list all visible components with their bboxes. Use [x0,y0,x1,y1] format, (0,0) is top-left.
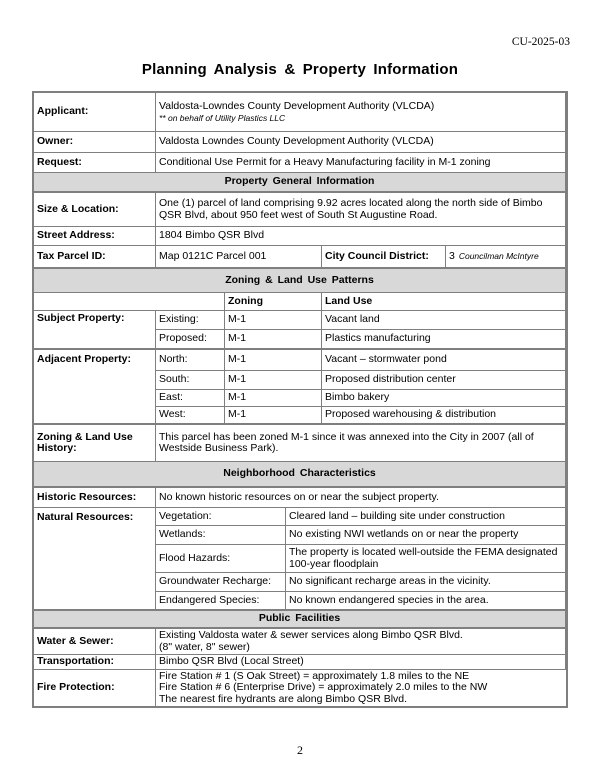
subject-land-use-existing: Vacant land [322,311,566,330]
tax-parcel-label: Tax Parcel ID: [34,246,156,269]
transportation-value: Bimbo QSR Blvd (Local Street) [156,655,566,670]
council-district-cell [446,246,566,269]
applicant-value: Valdosta-Lowndes County Development Authority (VLCDA) [159,100,435,113]
neighborhood-heading: Neighborhood Characteristics [34,462,566,488]
owner-value: Valdosta Lowndes County Development Authority (VLCDA) [156,132,566,153]
natural-type-wetlands: Wetlands: [156,526,286,545]
street-address-value: 1804 Bimbo QSR Blvd [156,227,566,246]
adjacent-land-use-north: Vacant – stormwater pond [322,350,566,371]
zoning-header-blank [34,293,156,311]
land-use-column-header: Land Use [322,293,566,311]
subject-zoning-proposed: M-1 [225,330,322,350]
size-location-label: Size & Location: [34,193,156,227]
page-number: 2 [297,743,303,757]
request-value: Conditional Use Permit for a Heavy Manufacturing facility in M-1 zoning [156,153,566,173]
zoning-history-value: This parcel has been zoned M-1 since it was annexed into the City in 2007 (all of Westside Business Park). [156,425,566,462]
fire-protection-cell [156,670,566,706]
water-sewer-cell [156,629,566,655]
water-sewer-line-2: (8" water, 8" sewer) [159,640,250,653]
owner-label: Owner: [34,132,156,153]
council-district-value: 3 [449,249,455,262]
property-general-heading: Property General Information [34,173,566,193]
adjacent-dir-west: West: [156,407,225,425]
natural-value-endangered: No known endangered species in the area. [286,592,566,611]
council-district-label: City Council District: [322,246,446,269]
adjacent-dir-east: East: [156,390,225,407]
adjacent-property-label: Adjacent Property: [34,350,156,425]
natural-resources-label: Natural Resources: [34,508,156,611]
subject-zoning-existing: M-1 [225,311,322,330]
historic-resources-value: No known historic resources on or near the subject property. [156,488,566,508]
transportation-label: Transportation: [34,655,156,670]
request-label: Request: [34,153,156,173]
zoning-history-label: Zoning & Land Use History: [34,425,156,462]
natural-type-groundwater: Groundwater Recharge: [156,573,286,592]
tax-parcel-value: Map 0121C Parcel 001 [156,246,322,269]
property-info-table [32,91,568,708]
zoning-header-blank-2 [156,293,225,311]
page-title: Planning Analysis & Property Information [141,61,459,78]
street-address-label: Street Address: [34,227,156,246]
adjacent-dir-north: North: [156,350,225,371]
historic-resources-label: Historic Resources: [34,488,156,508]
subject-type-proposed: Proposed: [156,330,225,350]
adjacent-land-use-west: Proposed warehousing & distribution [322,407,566,425]
adjacent-land-use-east: Bimbo bakery [322,390,566,407]
subject-land-use-proposed: Plastics manufacturing [322,330,566,350]
natural-type-flood: Flood Hazards: [156,545,286,573]
fire-protection-label: Fire Protection: [34,670,156,706]
zoning-heading: Zoning & Land Use Patterns [34,269,566,293]
natural-value-flood: The property is located well-outside the FEMA designated 100-year floodplain [286,545,566,573]
fire-protection-line-2: Fire Station # 6 (Enterprise Drive) = approximately 2.0 miles to the NW [159,681,488,694]
water-sewer-line-1: Existing Valdosta water & sewer services along Bimbo QSR Blvd. [159,629,463,641]
adjacent-zoning-west: M-1 [225,407,322,425]
adjacent-dir-south: South: [156,371,225,390]
size-location-value: One (1) parcel of land comprising 9.92 acres located along the north side of Bimbo QSR Blvd, about 950 feet west of South St Augustine Road. [156,193,566,227]
subject-type-existing: Existing: [156,311,225,330]
adjacent-land-use-south: Proposed distribution center [322,371,566,390]
adjacent-zoning-south: M-1 [225,371,322,390]
adjacent-zoning-east: M-1 [225,390,322,407]
zoning-column-header: Zoning [225,293,322,311]
adjacent-zoning-north: M-1 [225,350,322,371]
water-sewer-label: Water & Sewer: [34,629,156,655]
natural-value-vegetation: Cleared land – building site under construction [286,508,566,526]
fire-protection-line-1: Fire Station # 1 (S Oak Street) = approximately 1.8 miles to the NE [159,670,470,682]
subject-property-label: Subject Property: [34,311,156,350]
council-district-note: Councilman McIntyre [458,250,539,261]
natural-value-groundwater: No significant recharge areas in the vicinity. [286,573,566,592]
natural-type-vegetation: Vegetation: [156,508,286,526]
applicant-note: ** on behalf of Utility Plastics LLC [159,112,286,123]
applicant-label: Applicant: [34,93,156,132]
applicant-value-cell [156,93,566,132]
fire-protection-line-3: The nearest fire hydrants are along Bimbo QSR Blvd. [159,692,408,705]
natural-type-endangered: Endangered Species: [156,592,286,611]
case-number: CU-2025-03 [511,36,570,48]
public-facilities-heading: Public Facilities [34,611,566,629]
natural-value-wetlands: No existing NWI wetlands on or near the property [286,526,566,545]
